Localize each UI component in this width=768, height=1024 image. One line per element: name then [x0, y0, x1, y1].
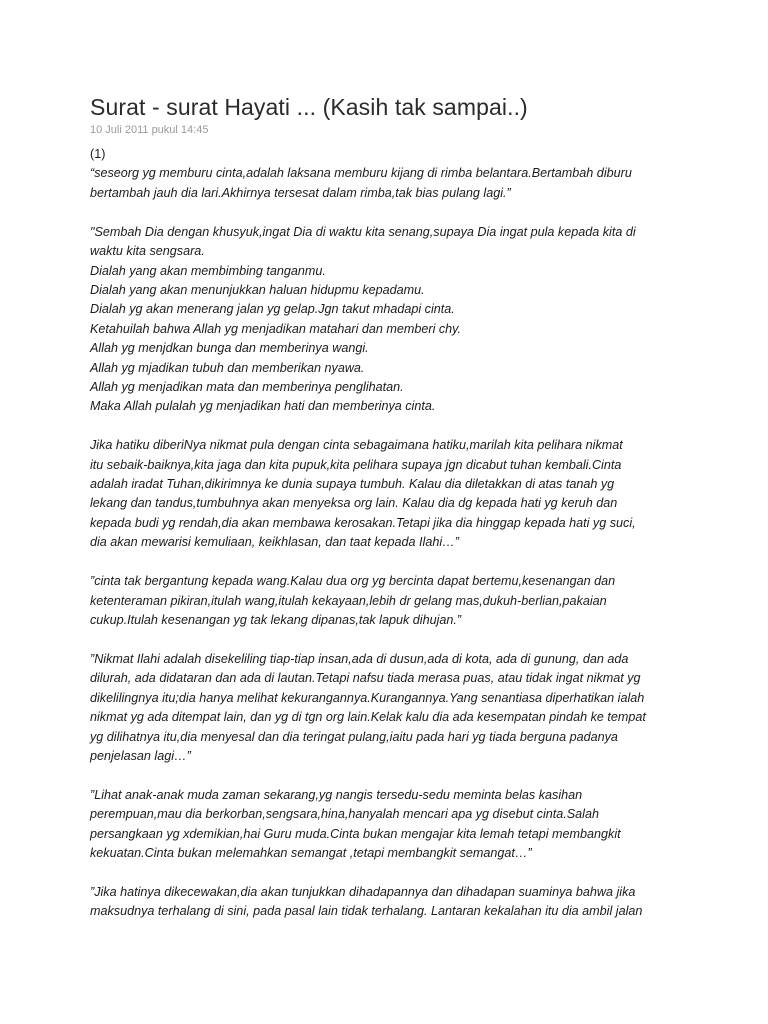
- text-line: Dialah yang akan membimbing tanganmu.: [90, 263, 326, 278]
- text-line: bertambah jauh dia lari.Akhirnya tersesat dalam rimba,tak bias pulang lagi.”: [90, 185, 511, 200]
- text-line: kepada budi yg rendah,dia akan membawa kerosakan.Tetapi jika dia hinggap kepada hati yg suci,: [90, 515, 636, 530]
- paragraph-5: [90, 650, 710, 766]
- text-line: Allah yg menjadikan mata dan memberinya penglihatan.: [90, 379, 404, 394]
- text-line: ”Nikmat Ilahi adalah disekeliling tiap-tiap insan,ada di dusun,ada di kota, ada di gunung, dan ada: [90, 651, 629, 666]
- text-line: Maka Allah pulalah yg menjadikan hati dan memberinya cinta.: [90, 399, 436, 414]
- text-line: Allah yg mjadikan tubuh dan memberikan nyawa.: [90, 360, 365, 375]
- text-line: kekuatan.Cinta bukan melemahkan semangat ,tetapi membangkit semangat…”: [90, 846, 532, 861]
- text-line: persangkaan yg xdemikian,hai Guru muda.Cinta bukan mengajar kita lemah tetapi membangkit: [90, 826, 621, 841]
- text-line: Dialah yg akan menerang jalan yg gelap.Jgn takut mhadapi cinta.: [90, 302, 455, 317]
- text-line: Dialah yang akan menunjukkan haluan hidupmu kepadamu.: [90, 282, 425, 297]
- text-line: penjelasan lagi…”: [90, 748, 191, 763]
- paragraph-6: [90, 786, 710, 864]
- text-line: “seseorg yg memburu cinta,adalah laksana memburu kijang di rimba belantara.Bertambah diburu: [90, 166, 632, 181]
- text-line: perempuan,mau dia berkorban,sengsara,hina,hanyalah mencari apa yg disebut cinta.Salah: [90, 807, 599, 822]
- text-line: ”Lihat anak-anak muda zaman sekarang,yg nangis tersedu-sedu meminta belas kasihan: [90, 787, 583, 802]
- text-line: maksudnya terhalang di sini, pada pasal lain tidak terhalang. Lantaran kekalahan itu dia ambil jalan: [90, 904, 643, 919]
- text-line: ”cinta tak bergantung kepada wang.Kalau dua org yg bercinta dapat bertemu,kesenangan dan: [90, 574, 616, 589]
- paragraph-gap: [90, 203, 710, 223]
- paragraph-gap: [90, 417, 710, 437]
- text-line: Jika hatiku diberiNya nikmat pula dengan cinta sebagaimana hatiku,marilah kita pelihara nikmat: [90, 438, 623, 453]
- post-title: Surat - surat Hayati ... (Kasih tak sampai..): [90, 94, 528, 120]
- text-line: adalah iradat Tuhan,dikirimnya ke dunia supaya tumbuh. Kalau dia diletakkan di atas tanah yg: [90, 477, 615, 492]
- text-line: waktu kita sengsara.: [90, 244, 205, 259]
- post-date: 10 Juli 2011 pukul 14:45: [90, 124, 209, 136]
- text-line: dikelilingnya itu;dia hanya melihat kekurangannya.Kurangannya.Yang senantiasa diperhatikan ialah: [90, 690, 645, 705]
- text-line: lekang dan tandus,tumbuhnya akan menyeksa org lain. Kalau dia dg kepada hati yg keruh dan: [90, 496, 618, 511]
- paragraph-1: [90, 164, 710, 203]
- text-line: nikmat yg ada ditempat lain, dan yg di tgn org lain.Kelak kalu dia ada kesempatan pindah ke tempat: [90, 710, 646, 725]
- text-line: itu sebaik-baiknya,kita jaga dan kita pupuk,kita pelihara supaya jgn dicabut tuhan kembali.Cinta: [90, 457, 622, 472]
- text-line: Ketahuilah bahwa Allah yg menjadikan matahari dan memberi chy.: [90, 321, 462, 336]
- paragraph-gap: [90, 630, 710, 650]
- text-line: cukup.Itulah kesenangan yg tak lekang dipanas,tak lapuk dihujan.”: [90, 612, 462, 627]
- paragraph-7: [90, 883, 710, 922]
- paragraph-3: [90, 436, 710, 552]
- document-page: [90, 93, 710, 922]
- paragraph-gap: [90, 766, 710, 786]
- paragraph-gap: [90, 553, 710, 573]
- paragraph-gap: [90, 863, 710, 883]
- paragraph-2: [90, 223, 710, 417]
- paragraph-4: [90, 572, 710, 630]
- text-line: dia akan mewarisi kemuliaan, keikhlasan, dan taat kepada Ilahi…”: [90, 535, 459, 550]
- text-line: Allah yg menjdkan bunga dan memberinya wangi.: [90, 341, 369, 356]
- text-line: ”Jika hatinya dikecewakan,dia akan tunjukkan dihadapannya dan dihadapan suaminya bahwa jika: [90, 885, 636, 900]
- text-line: dilurah, ada didataran dan ada di lautan.Tetapi nafsu tiada merasa puas, atau tidak ingat nikmat yg: [90, 671, 641, 686]
- text-line: yg dilihatnya itu,dia menyesal dan dia teringat pulang,iaitu pada hari yg tiada berguna padanya: [90, 729, 618, 744]
- text-line: "Sembah Dia dengan khusyuk,ingat Dia di waktu kita senang,supaya Dia ingat pula kepada kita di: [90, 224, 636, 239]
- text-line: ketenteraman pikiran,itulah wang,itulah kekayaan,lebih dr gelang mas,dukuh-berlian,pakaian: [90, 593, 607, 608]
- post-body: [90, 145, 710, 922]
- post-number: (1): [90, 147, 106, 161]
